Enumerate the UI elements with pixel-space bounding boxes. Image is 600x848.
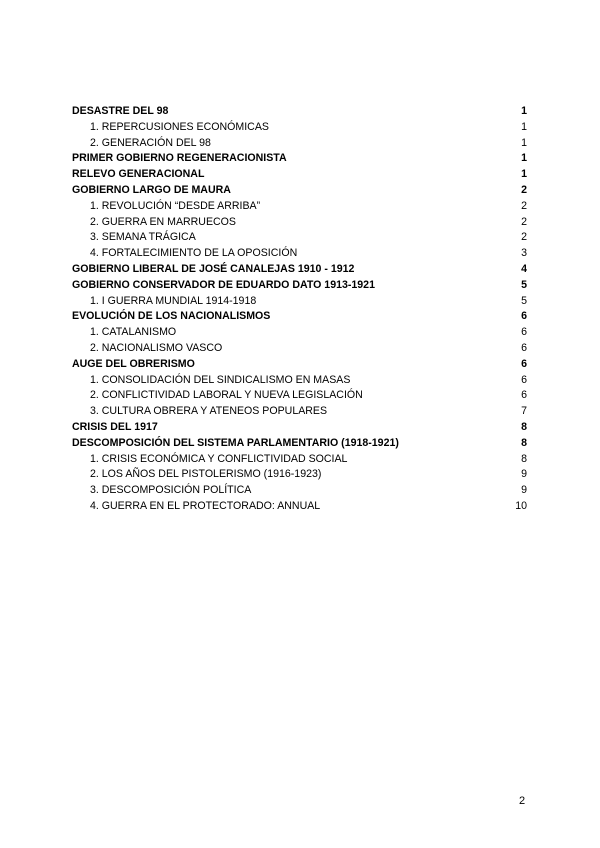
toc-subitem[interactable] bbox=[72, 499, 527, 515]
toc-entry-page: 1 bbox=[521, 152, 527, 165]
toc-entry-page: 6 bbox=[521, 357, 527, 370]
toc-heading[interactable] bbox=[72, 357, 527, 373]
toc-entry-page: 2 bbox=[521, 183, 527, 196]
toc-subitem[interactable] bbox=[72, 373, 527, 389]
toc-subitem[interactable] bbox=[72, 325, 527, 341]
toc-entry-page: 1 bbox=[521, 105, 527, 117]
toc-entry-page: 8 bbox=[521, 452, 527, 465]
toc-entry-page: 6 bbox=[521, 326, 527, 339]
toc-heading[interactable] bbox=[72, 183, 527, 199]
toc-heading[interactable] bbox=[72, 104, 527, 120]
toc-entry-page: 10 bbox=[515, 499, 527, 512]
toc-entry-page: 6 bbox=[521, 310, 527, 323]
toc-entry-page: 1 bbox=[521, 136, 527, 149]
toc-entry-title: GOBIERNO CONSERVADOR DE EDUARDO DATO 1913-1921 bbox=[72, 278, 375, 291]
toc-entry-page: 1 bbox=[521, 120, 527, 133]
toc-entry-title: 1. CONSOLIDACIÓN DEL SINDICALISMO EN MASAS bbox=[90, 373, 351, 386]
toc-entry-title: 3. SEMANA TRÁGICA bbox=[90, 231, 196, 244]
toc-entry-page: 7 bbox=[521, 405, 527, 418]
toc-subitem[interactable] bbox=[72, 467, 527, 483]
toc-entry-title: 2. LOS AÑOS DEL PISTOLERISMO (1916-1923) bbox=[90, 468, 322, 481]
toc-subitem[interactable] bbox=[72, 136, 527, 152]
toc-entry-title: 2. GENERACIÓN DEL 98 bbox=[90, 136, 211, 149]
toc-entry-page: 2 bbox=[521, 199, 527, 212]
toc-heading[interactable] bbox=[72, 420, 527, 436]
toc-entry-title: GOBIERNO LARGO DE MAURA bbox=[72, 183, 231, 196]
toc-entry-title: 3. DESCOMPOSICIÓN POLÍTICA bbox=[90, 484, 252, 497]
toc-entry-title: 4. FORTALECIMIENTO DE LA OPOSICIÓN bbox=[90, 247, 298, 260]
toc-entry-page: 6 bbox=[521, 341, 527, 354]
toc-subitem[interactable] bbox=[72, 341, 527, 357]
toc-entry-page: 2 bbox=[521, 231, 527, 244]
toc-entry-title: 1. REVOLUCIÓN “DESDE ARRIBA” bbox=[90, 199, 261, 212]
toc-heading[interactable] bbox=[72, 436, 527, 452]
toc-entry-title: DESASTRE DEL 98 bbox=[72, 105, 169, 117]
toc-entry-title: DESCOMPOSICIÓN DEL SISTEMA PARLAMENTARIO (1918-1921) bbox=[72, 436, 399, 449]
toc-entry-title: CRISIS DEL 1917 bbox=[72, 420, 158, 433]
toc-entry-page: 6 bbox=[521, 389, 527, 402]
toc-entry-title: GOBIERNO LIBERAL DE JOSÉ CANALEJAS 1910 - 1912 bbox=[72, 262, 355, 275]
toc-entry-title: 3. CULTURA OBRERA Y ATENEOS POPULARES bbox=[90, 405, 328, 418]
toc-entry-page: 2 bbox=[521, 215, 527, 228]
toc-entry-page: 8 bbox=[521, 436, 527, 449]
toc-entry-title: 2. GUERRA EN MARRUECOS bbox=[90, 215, 236, 228]
toc-entry-title: 1. CRISIS ECONÓMICA Y CONFLICTIVIDAD SOCIAL bbox=[90, 452, 348, 465]
toc-heading[interactable] bbox=[72, 167, 527, 183]
toc-subitem[interactable] bbox=[72, 452, 527, 468]
toc-heading[interactable] bbox=[72, 278, 527, 294]
toc-entry-title: PRIMER GOBIERNO REGENERACIONISTA bbox=[72, 152, 287, 165]
toc-entry-title: 4. GUERRA EN EL PROTECTORADO: ANNUAL bbox=[90, 499, 321, 512]
toc-entry-page: 8 bbox=[521, 420, 527, 433]
toc-subitem[interactable] bbox=[72, 294, 527, 310]
page-number: 2 bbox=[519, 795, 526, 807]
toc-subitem[interactable] bbox=[72, 120, 527, 136]
toc-entry-title: 2. CONFLICTIVIDAD LABORAL Y NUEVA LEGISLACIÓN bbox=[90, 389, 363, 402]
toc-entry-title: EVOLUCIÓN DE LOS NACIONALISMOS bbox=[72, 310, 271, 323]
toc-subitem[interactable] bbox=[72, 404, 527, 420]
toc-entry-page: 9 bbox=[521, 484, 527, 497]
toc-entry-page: 5 bbox=[521, 278, 527, 291]
toc-entry-title: 2. NACIONALISMO VASCO bbox=[90, 341, 223, 354]
toc-entry-title: 1. I GUERRA MUNDIAL 1914-1918 bbox=[90, 294, 257, 307]
toc-entry-page: 3 bbox=[521, 247, 527, 260]
toc-heading[interactable] bbox=[72, 262, 527, 278]
toc-heading[interactable] bbox=[72, 151, 527, 167]
table-of-contents bbox=[72, 104, 527, 515]
toc-entry-page: 4 bbox=[521, 262, 527, 275]
toc-heading[interactable] bbox=[72, 309, 527, 325]
toc-entry-title: 1. REPERCUSIONES ECONÓMICAS bbox=[90, 120, 269, 133]
toc-entry-page: 5 bbox=[521, 294, 527, 307]
toc-subitem[interactable] bbox=[72, 199, 527, 215]
toc-subitem[interactable] bbox=[72, 483, 527, 499]
toc-entry-title: RELEVO GENERACIONAL bbox=[72, 168, 205, 181]
toc-subitem[interactable] bbox=[72, 230, 527, 246]
toc-entry-title: 1. CATALANISMO bbox=[90, 326, 177, 339]
toc-subitem[interactable] bbox=[72, 215, 527, 231]
toc-entry-page: 1 bbox=[521, 168, 527, 181]
toc-subitem[interactable] bbox=[72, 388, 527, 404]
toc-entry-page: 9 bbox=[521, 468, 527, 481]
toc-entry-page: 6 bbox=[521, 373, 527, 386]
toc-subitem[interactable] bbox=[72, 246, 527, 262]
toc-entry-title: AUGE DEL OBRERISMO bbox=[72, 357, 195, 370]
